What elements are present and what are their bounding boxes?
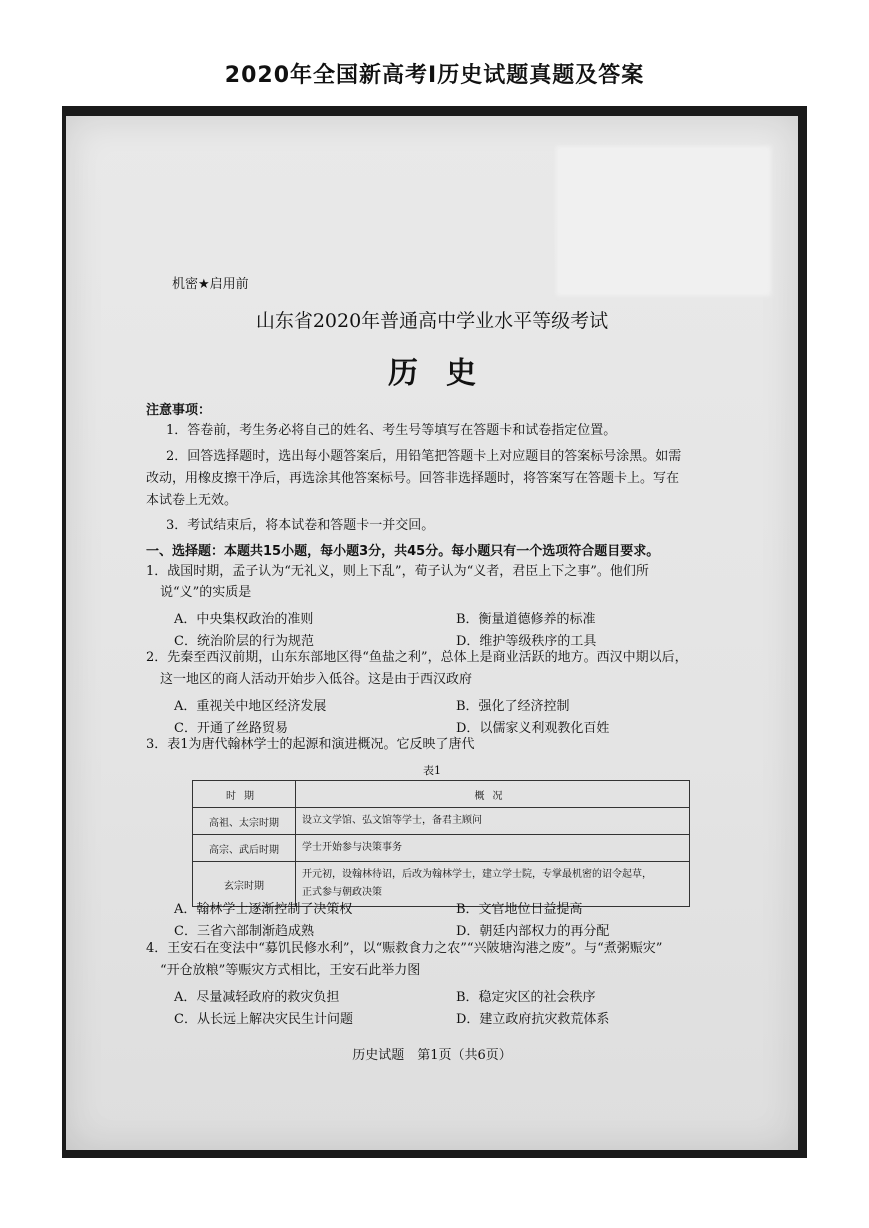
exam-paper [66, 116, 798, 1150]
table-caption: 表1 [423, 764, 441, 777]
exam-title: 山东省2020年普通高中学业水平等级考试 [255, 310, 609, 332]
question-stem: 4．王安石在变法中“募饥民修水利”，以“赈救食力之农”“兴陂塘沟港之废”。与“煮粥赈灾” [146, 941, 663, 956]
table-cell-period: 高宗、武后时期 [193, 835, 296, 862]
question-stem: 2．先秦至西汉前期，山东东部地区得“鱼盐之利”，总体上是商业活跃的地方。西汉中期以后， [146, 650, 688, 665]
question-stem: 3．表1为唐代翰林学士的起源和演进概况。它反映了唐代 [146, 737, 475, 752]
option-c: C．从长远上解决灾民生计问题 [174, 1012, 353, 1027]
question-stem: 这一地区的商人活动开始步入低谷。这是由于西汉政府 [160, 672, 473, 687]
option-c: C．统治阶层的行为规范 [174, 634, 314, 649]
table-cell-desc: 设立文学馆、弘文馆等学士，备君主顾问 [296, 808, 690, 835]
notice-line: 本试卷上无效。 [146, 493, 238, 508]
option-a: A．中央集权政治的准则 [174, 612, 314, 627]
notice-line: 1．答卷前，考生务必将自己的姓名、考生号等填写在答题卡和试卷指定位置。 [166, 423, 617, 438]
option-d: D．维护等级秩序的工具 [456, 634, 597, 649]
option-a: A．尽量减轻政府的救灾负担 [174, 990, 340, 1005]
option-d: D．以儒家义利观教化百姓 [456, 721, 610, 736]
table-header: 概况 [296, 781, 690, 808]
option-d: D．朝廷内部权力的再分配 [456, 924, 610, 939]
exam-photo [62, 106, 807, 1158]
redacted-stamp-area [556, 146, 771, 296]
question-stem: 说“义”的实质是 [160, 585, 252, 600]
option-b: B．强化了经济控制 [456, 699, 570, 714]
question-stem: 1．战国时期，孟子认为“无礼义，则上下乱”，荀子认为“义者，君臣上下之事”。他们所 [146, 564, 649, 579]
page-footer: 历史试题 第1页（共6页） [352, 1048, 512, 1063]
section-heading: 一、选择题：本题共15小题，每小题3分，共45分。每小题只有一个选项符合题目要求。 [146, 544, 660, 559]
option-c: C．开通了丝路贸易 [174, 721, 288, 736]
table-cell-period: 高祖、太宗时期 [193, 808, 296, 835]
table-row [193, 808, 690, 835]
history-table [192, 780, 690, 907]
notice-heading: 注意事项： [146, 403, 212, 418]
option-d: D．建立政府抗灾救荒体系 [456, 1012, 610, 1027]
option-a: A．翰林学士逐渐控制了决策权 [174, 902, 353, 917]
notice-line: 2．回答选择题时，选出每小题答案后，用铅笔把答题卡上对应题目的答案标号涂黑。如需 [166, 449, 682, 464]
table-cell-period: 玄宗时期 [193, 862, 296, 907]
notice-line: 3．考试结束后，将本试卷和答题卡一并交回。 [166, 518, 435, 533]
table-cell-desc: 学士开始参与决策事务 [296, 835, 690, 862]
table-cell-line: 正式参与朝政决策 [302, 887, 382, 898]
option-b: B．稳定灾区的社会秩序 [456, 990, 596, 1005]
table-header-row [193, 781, 690, 808]
table-cell-line: 开元初，设翰林待诏，后改为翰林学士，建立学士院，专掌最机密的诏令起草， [302, 869, 652, 880]
option-b: B．文官地位日益提高 [456, 902, 583, 917]
table-header: 时期 [193, 781, 296, 808]
subject-title: 历史 [388, 356, 504, 391]
page-title: 2020年全国新高考Ⅰ历史试题真题及答案 [224, 63, 645, 88]
option-c: C．三省六部制渐趋成熟 [174, 924, 314, 939]
question-stem: “开仓放粮”等赈灾方式相比，王安石此举力图 [160, 963, 421, 978]
secret-mark: 机密★启用前 [172, 277, 249, 292]
option-a: A．重视关中地区经济发展 [174, 699, 327, 714]
option-b: B．衡量道德修养的标准 [456, 612, 596, 627]
notice-line: 改动，用橡皮擦干净后，再选涂其他答案标号。回答非选择题时，将答案写在答题卡上。写在 [146, 471, 680, 486]
table-row [193, 835, 690, 862]
